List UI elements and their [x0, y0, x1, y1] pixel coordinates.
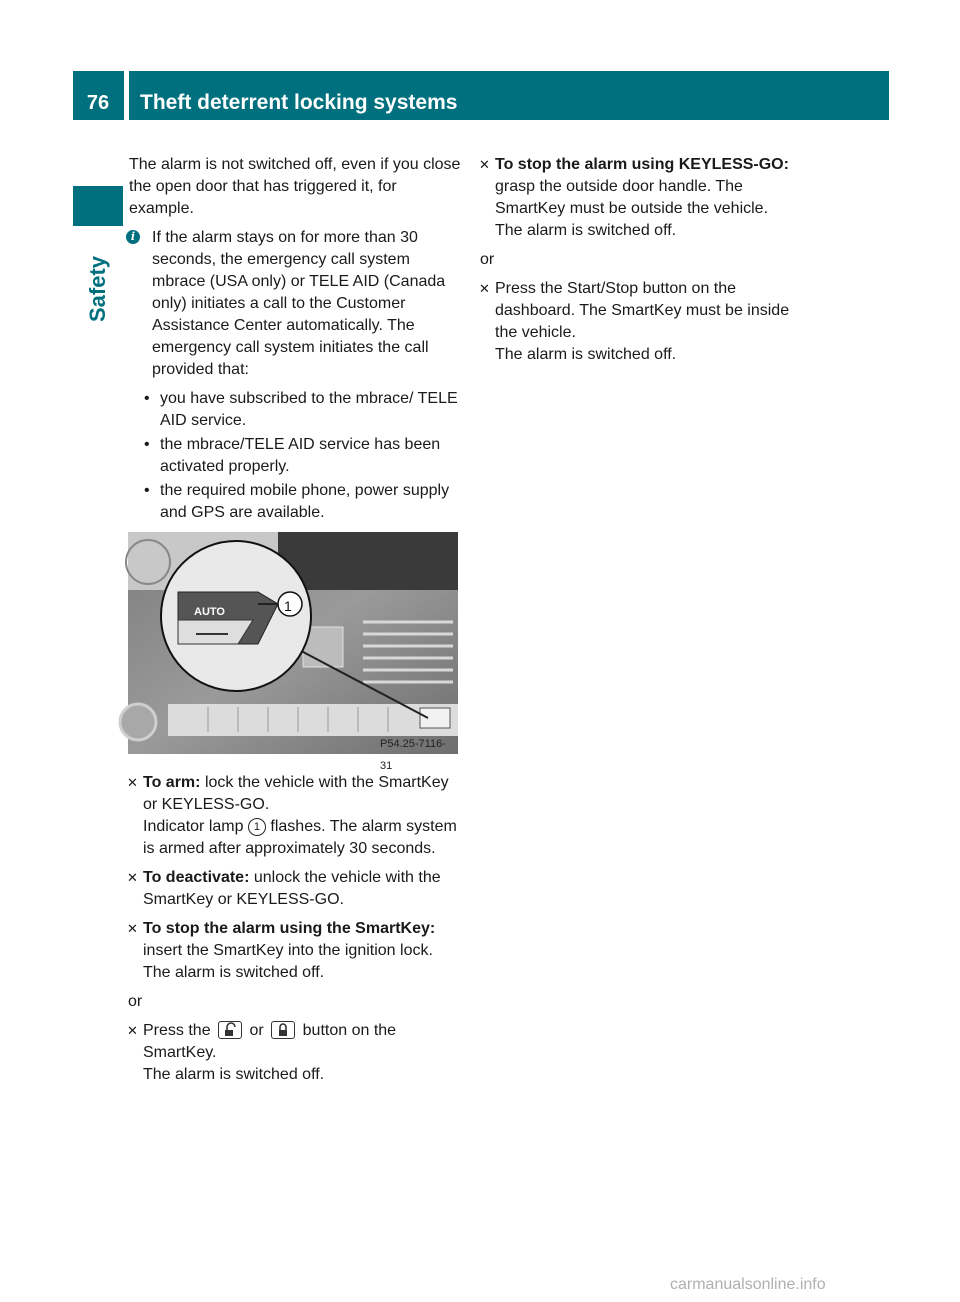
page-number: 76 — [86, 92, 110, 114]
figure-callout-1: 1 — [284, 598, 292, 614]
section-tab — [73, 234, 123, 344]
header-divider — [124, 71, 129, 120]
watermark: carmanualsonline.info — [670, 1276, 826, 1293]
step-arrow-icon: ✕ — [479, 281, 490, 296]
dashboard-illustration — [128, 532, 458, 754]
bullet-list — [129, 388, 464, 524]
right-column — [481, 154, 811, 373]
step-deactivate: ✕ To deactivate: unlock the vehicle with the SmartKey or KEYLESS-GO. — [127, 869, 441, 908]
step-stop-keyless: ✕ To stop the alarm using KEYLESS-GO: grasp the outside door handle. The SmartKey must be outside the vehicle. The alarm is switched off. — [479, 156, 789, 239]
step-arm: ✕ To arm: lock the vehicle with the SmartKey or KEYLESS-GO. Indicator lamp 1 flashes. The alarm system is armed after approximately 30 seconds. — [127, 774, 457, 857]
bullet-dot: • — [144, 436, 150, 453]
step-arrow-icon: ✕ — [479, 157, 490, 172]
page-title: Theft deterrent locking systems — [140, 91, 458, 114]
step-arrow-icon: ✕ — [127, 1023, 138, 1038]
auto-button-label: AUTO — [194, 606, 225, 618]
bullet-dot: • — [144, 390, 150, 407]
list-item: • the mbrace/TELE AID service has been activated properly. — [144, 436, 441, 475]
step-stop-smartkey: ✕ To stop the alarm using the SmartKey: insert the SmartKey into the ignition lock. The alarm is switched off. — [127, 920, 436, 981]
dashboard-figure — [128, 532, 458, 772]
indicator-callout: 1 — [248, 818, 266, 836]
info-icon: i — [126, 230, 140, 244]
intro-paragraph: The alarm is not switched off, even if you close the open door that has triggered it, for example. — [129, 156, 461, 217]
list-item: • you have subscribed to the mbrace/ TELE AID service. — [144, 390, 458, 429]
left-column — [129, 154, 464, 1093]
info-note — [129, 227, 464, 381]
list-item: • the required mobile phone, power supply and GPS are available. — [144, 482, 450, 521]
bullet-dot: • — [144, 482, 150, 499]
info-text: If the alarm stays on for more than 30 seconds, the emergency call system mbrace (USA only) or TELE AID (Canada only) initiates a call to the Customer Assistance Center automatically. The emergency call system initiates the call provided that: — [152, 229, 446, 378]
unlock-key-icon — [218, 1021, 242, 1039]
step-press-key: ✕ Press the or button on the SmartKey. The alarm is switched off. — [127, 1022, 397, 1083]
step-press-start: ✕ Press the Start/Stop button on the dashboard. The SmartKey must be inside the vehicle. The alarm is switched off. — [479, 280, 790, 363]
step-arrow-icon: ✕ — [127, 870, 138, 885]
or-separator: or — [128, 993, 143, 1010]
section-tab-marker — [73, 186, 123, 226]
section-label: Safety — [85, 255, 110, 323]
step-arrow-icon: ✕ — [127, 921, 138, 936]
lock-key-icon — [271, 1021, 295, 1039]
step-arrow-icon: ✕ — [127, 775, 138, 790]
figure-caption-code: P54.25-7116-31 — [380, 738, 446, 772]
or-separator: or — [480, 251, 495, 268]
